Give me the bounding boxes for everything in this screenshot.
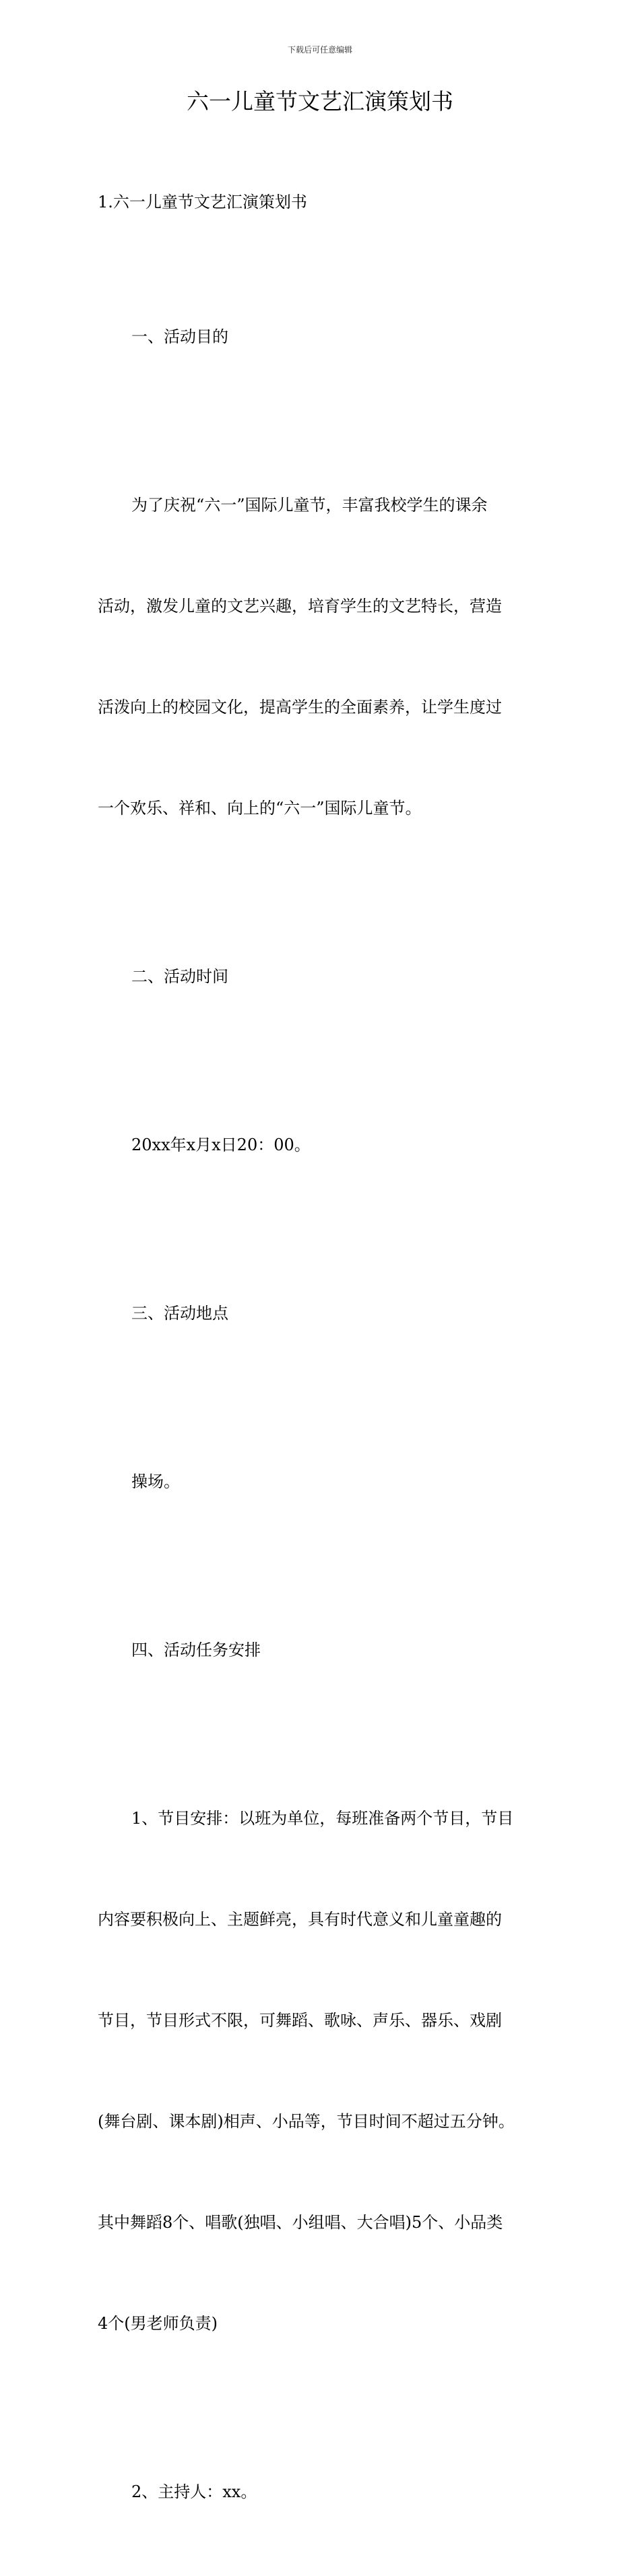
purpose-paragraph: [98, 421, 563, 892]
purpose-heading: 一、活动目的: [131, 327, 228, 346]
task2: 2、主持人：xx。: [131, 2482, 257, 2501]
task1-line: 1、节目安排：以班为单位，每班准备两个节目，节目: [131, 1809, 514, 1828]
document-subtitle: 1.六一儿童节文艺汇演策划书: [98, 193, 307, 211]
purpose-line: 为了庆祝“六一”国际儿童节，丰富我校学生的课余: [131, 496, 488, 515]
place-heading: 三、活动地点: [131, 1304, 228, 1323]
purpose-line: 活泼向上的校园文化，提高学生的全面素养，让学生度过: [98, 698, 502, 717]
time-heading: 二、活动时间: [131, 967, 228, 986]
task1-paragraph: [98, 1734, 563, 2408]
task1-line: 节目，节目形式不限，可舞蹈、歌咏、声乐、器乐、戏剧: [98, 2011, 502, 2030]
purpose-line: 活动，激发儿童的文艺兴趣，培育学生的文艺特长，营造: [98, 597, 502, 616]
document-title: 六一儿童节文艺汇演策划书: [187, 88, 453, 114]
task1-line: 4个(男老师负责): [98, 2314, 218, 2333]
purpose-line: 一个欢乐、祥和、向上的“六一”国际儿童节。: [98, 799, 422, 818]
task1-line: 内容要积极向上、主题鲜亮，具有时代意义和儿童童趣的: [98, 1910, 502, 1929]
task1-line: (舞台剧、课本剧)相声、小品等，节目时间不超过五分钟。: [98, 2112, 515, 2131]
time-value: 20xx年x月x日20：00。: [131, 1135, 311, 1154]
header-note: 下载后可任意编辑: [287, 45, 352, 55]
tasks-heading: 四、活动任务安排: [131, 1641, 261, 1659]
place-value: 操场。: [131, 1472, 180, 1491]
task1-line: 其中舞蹈8个、唱歌(独唱、小组唱、大合唱)5个、小品类: [98, 2213, 503, 2232]
document-body: [98, 253, 563, 2576]
